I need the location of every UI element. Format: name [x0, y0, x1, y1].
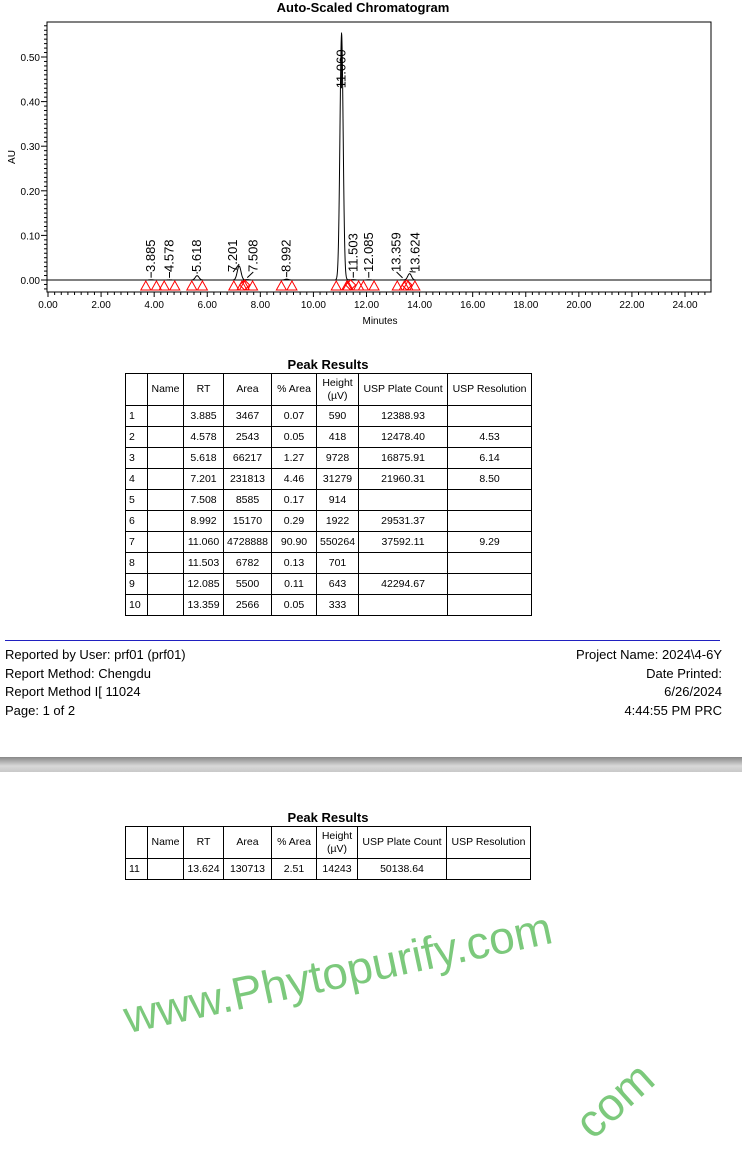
table-cell	[448, 406, 532, 427]
x-tick-label: 6.00	[197, 300, 217, 311]
y-tick-label: 0.00	[20, 276, 40, 287]
table-cell: 2566	[224, 595, 272, 616]
table-cell: 0.29	[272, 511, 317, 532]
table-cell: 0.05	[272, 427, 317, 448]
peak-results-title: Peak Results	[287, 357, 369, 372]
y-axis-label: AU	[7, 150, 18, 164]
table-cell: 4	[126, 469, 148, 490]
table-cell	[148, 406, 184, 427]
peak-boundary-marker	[276, 281, 286, 290]
table-row	[126, 511, 532, 532]
column-header: USP Plate Count	[359, 374, 448, 406]
table-cell: 9.29	[448, 532, 532, 553]
table-row	[126, 427, 532, 448]
table-cell	[448, 574, 532, 595]
table-cell: 914	[317, 490, 359, 511]
table-cell: 231813	[224, 469, 272, 490]
x-tick-label: 20.00	[566, 300, 592, 311]
table-cell: 10	[126, 595, 148, 616]
x-tick-label: 8.00	[250, 300, 271, 311]
column-header	[126, 374, 148, 406]
table-cell: 8.992	[184, 511, 224, 532]
table-cell: 0.13	[272, 553, 317, 574]
peak-label: 4.578	[161, 239, 177, 272]
report-method-id: Report Method I[ 11024	[5, 684, 141, 699]
peak-boundary-marker	[358, 281, 368, 290]
y-tick-label: 0.10	[20, 231, 40, 243]
table-cell	[448, 553, 532, 574]
table-cell: 5500	[224, 574, 272, 595]
table-cell: 29531.37	[359, 511, 448, 532]
footer-divider	[5, 640, 720, 641]
table-cell: 0.07	[272, 406, 317, 427]
table-cell	[148, 511, 184, 532]
table-cell: 3467	[224, 406, 272, 427]
table-cell: 7	[126, 532, 148, 553]
peak-label: 8.992	[278, 239, 294, 272]
table-row	[126, 595, 532, 616]
column-header: % Area	[272, 374, 317, 406]
table-cell: 12.085	[184, 574, 224, 595]
table-cell: 0.17	[272, 490, 317, 511]
table-cell: 4728888	[224, 532, 272, 553]
table-cell: 7.201	[184, 469, 224, 490]
peak-boundary-marker	[141, 281, 151, 290]
table-cell	[148, 859, 184, 880]
peak-boundary-marker	[331, 281, 341, 290]
column-header: Name	[148, 374, 184, 406]
table-cell: 643	[317, 574, 359, 595]
y-tick-label: 0.50	[20, 53, 40, 64]
reported-by: Reported by User: prf01 (prf01)	[5, 647, 186, 662]
table-row	[126, 490, 532, 511]
page-number: Page: 1 of 2	[5, 702, 76, 718]
column-header: Name	[148, 827, 184, 859]
table-cell: 8585	[224, 490, 272, 511]
chart-title: Auto-Scaled Chromatogram	[276, 0, 450, 15]
table-cell	[148, 574, 184, 595]
table-cell	[148, 427, 184, 448]
x-tick-label: 10.00	[300, 300, 326, 311]
table-cell: 13.624	[184, 859, 224, 880]
column-header	[126, 827, 148, 859]
date-printed: 6/26/2024	[664, 684, 722, 699]
watermark: www.Phytopurify.com	[118, 901, 557, 1044]
table-cell: 9728	[317, 448, 359, 469]
peak-results-table	[125, 373, 532, 616]
peak-label: 11.503	[345, 233, 361, 272]
column-header: RT	[184, 827, 224, 859]
peak-label: 7.201	[225, 239, 241, 272]
chromatogram-chart	[0, 0, 742, 330]
peak-boundary-marker	[369, 281, 379, 290]
table-cell: 13.359	[184, 595, 224, 616]
table-cell	[448, 490, 532, 511]
table-row	[126, 553, 532, 574]
peak-label: 13.359	[388, 232, 404, 272]
table-cell: 6	[126, 511, 148, 532]
table-cell: 14243	[317, 859, 358, 880]
peak-label: 3.885	[143, 239, 159, 272]
table-cell: 11	[126, 859, 148, 880]
x-tick-label: 12.00	[353, 300, 380, 311]
table-row	[126, 469, 532, 490]
table-cell: 42294.67	[359, 574, 448, 595]
footer-right	[576, 646, 722, 720]
table-row	[126, 406, 532, 427]
table-cell	[448, 511, 532, 532]
column-header: Area	[224, 374, 272, 406]
table-cell: 37592.11	[359, 532, 448, 553]
peak-boundary-marker	[287, 281, 297, 290]
x-tick-label: 0.00	[38, 300, 58, 311]
y-tick-label: 0.30	[20, 142, 40, 154]
table-cell: 1922	[317, 511, 359, 532]
peak-boundary-marker	[187, 281, 197, 290]
table-cell	[148, 448, 184, 469]
y-tick-label: 0.20	[20, 186, 40, 198]
table-row	[126, 859, 531, 880]
peak-label: 11.060	[333, 49, 349, 89]
table-cell	[148, 490, 184, 511]
table-cell	[148, 553, 184, 574]
table-cell: 31279	[317, 469, 359, 490]
peak-label: 7.508	[245, 239, 261, 272]
table-cell: 6.14	[448, 448, 532, 469]
table-cell: 21960.31	[359, 469, 448, 490]
table-cell: 701	[317, 553, 359, 574]
table-cell: 8	[126, 553, 148, 574]
watermark-page2: com	[564, 1051, 664, 1149]
table-cell: 7.508	[184, 490, 224, 511]
table-cell	[359, 490, 448, 511]
peak-boundary-marker	[197, 281, 207, 290]
time-printed: 4:44:55 PM PRC	[624, 702, 722, 718]
column-header: Height (µV)	[317, 374, 359, 406]
table-cell: 130713	[224, 859, 272, 880]
table-cell: 66217	[224, 448, 272, 469]
x-tick-label: 2.00	[91, 300, 111, 311]
column-header: RT	[184, 374, 224, 406]
table-cell: 590	[317, 406, 359, 427]
column-header: USP Plate Count	[358, 827, 447, 859]
table-cell: 16875.91	[359, 448, 448, 469]
table-cell: 2	[126, 427, 148, 448]
table-cell: 12478.40	[359, 427, 448, 448]
table-cell: 550264	[317, 532, 359, 553]
x-tick-label: 14.00	[407, 300, 433, 311]
x-tick-label: 4.00	[144, 300, 164, 311]
table-cell: 5.618	[184, 448, 224, 469]
table-cell: 11.060	[184, 532, 224, 553]
table-cell: 333	[317, 595, 359, 616]
table-row	[126, 448, 532, 469]
table-row	[126, 574, 532, 595]
page-separator	[0, 757, 742, 772]
table-cell: 9	[126, 574, 148, 595]
x-tick-label: 22.00	[619, 300, 645, 311]
table-cell: 6782	[224, 553, 272, 574]
peak-results-title-2: Peak Results	[287, 810, 369, 825]
table-cell	[447, 859, 531, 880]
table-cell: 0.11	[272, 574, 317, 595]
peak-label: 12.085	[360, 232, 376, 272]
table-cell	[148, 469, 184, 490]
project-name: Project Name: 2024\4-6Y	[576, 647, 722, 662]
table-cell: 8.50	[448, 469, 532, 490]
table-cell	[148, 532, 184, 553]
table-cell	[359, 595, 448, 616]
x-tick-label: 18.00	[513, 300, 539, 311]
table-cell: 4.46	[272, 469, 317, 490]
peak-label: 13.624	[407, 232, 423, 272]
date-printed-label: Date Printed:	[646, 665, 722, 681]
x-axis-label: Minutes	[362, 316, 398, 327]
peak-boundary-marker	[392, 281, 402, 290]
table-cell: 2.51	[272, 859, 317, 880]
x-tick-label: 24.00	[672, 300, 698, 311]
table-cell	[359, 553, 448, 574]
y-tick-label: 0.40	[20, 97, 40, 109]
x-tick-label: 16.00	[460, 300, 486, 311]
table-cell: 5	[126, 490, 148, 511]
table-cell: 11.503	[184, 553, 224, 574]
table-cell: 1.27	[272, 448, 317, 469]
table-cell: 50138.64	[358, 859, 447, 880]
table-cell: 12388.93	[359, 406, 448, 427]
table-cell: 90.90	[272, 532, 317, 553]
table-cell: 3	[126, 448, 148, 469]
table-cell: 418	[317, 427, 359, 448]
table-row	[126, 532, 532, 553]
peak-label: 5.618	[189, 239, 205, 272]
table-cell: 3.885	[184, 406, 224, 427]
table-cell: 15170	[224, 511, 272, 532]
column-header: % Area	[272, 827, 317, 859]
table-cell: 1	[126, 406, 148, 427]
peak-boundary-marker	[170, 281, 180, 290]
column-header: USP Resolution	[447, 827, 531, 859]
table-cell: 2543	[224, 427, 272, 448]
table-cell: 4.53	[448, 427, 532, 448]
table-cell	[448, 595, 532, 616]
footer-left	[5, 646, 186, 720]
table-cell: 0.05	[272, 595, 317, 616]
peak-results-table-2	[125, 826, 531, 880]
column-header: Area	[224, 827, 272, 859]
report-method: Report Method: Chengdu	[5, 665, 151, 681]
table-cell: 4.578	[184, 427, 224, 448]
column-header: USP Resolution	[448, 374, 532, 406]
table-cell	[148, 595, 184, 616]
column-header: Height (µV)	[317, 827, 358, 859]
